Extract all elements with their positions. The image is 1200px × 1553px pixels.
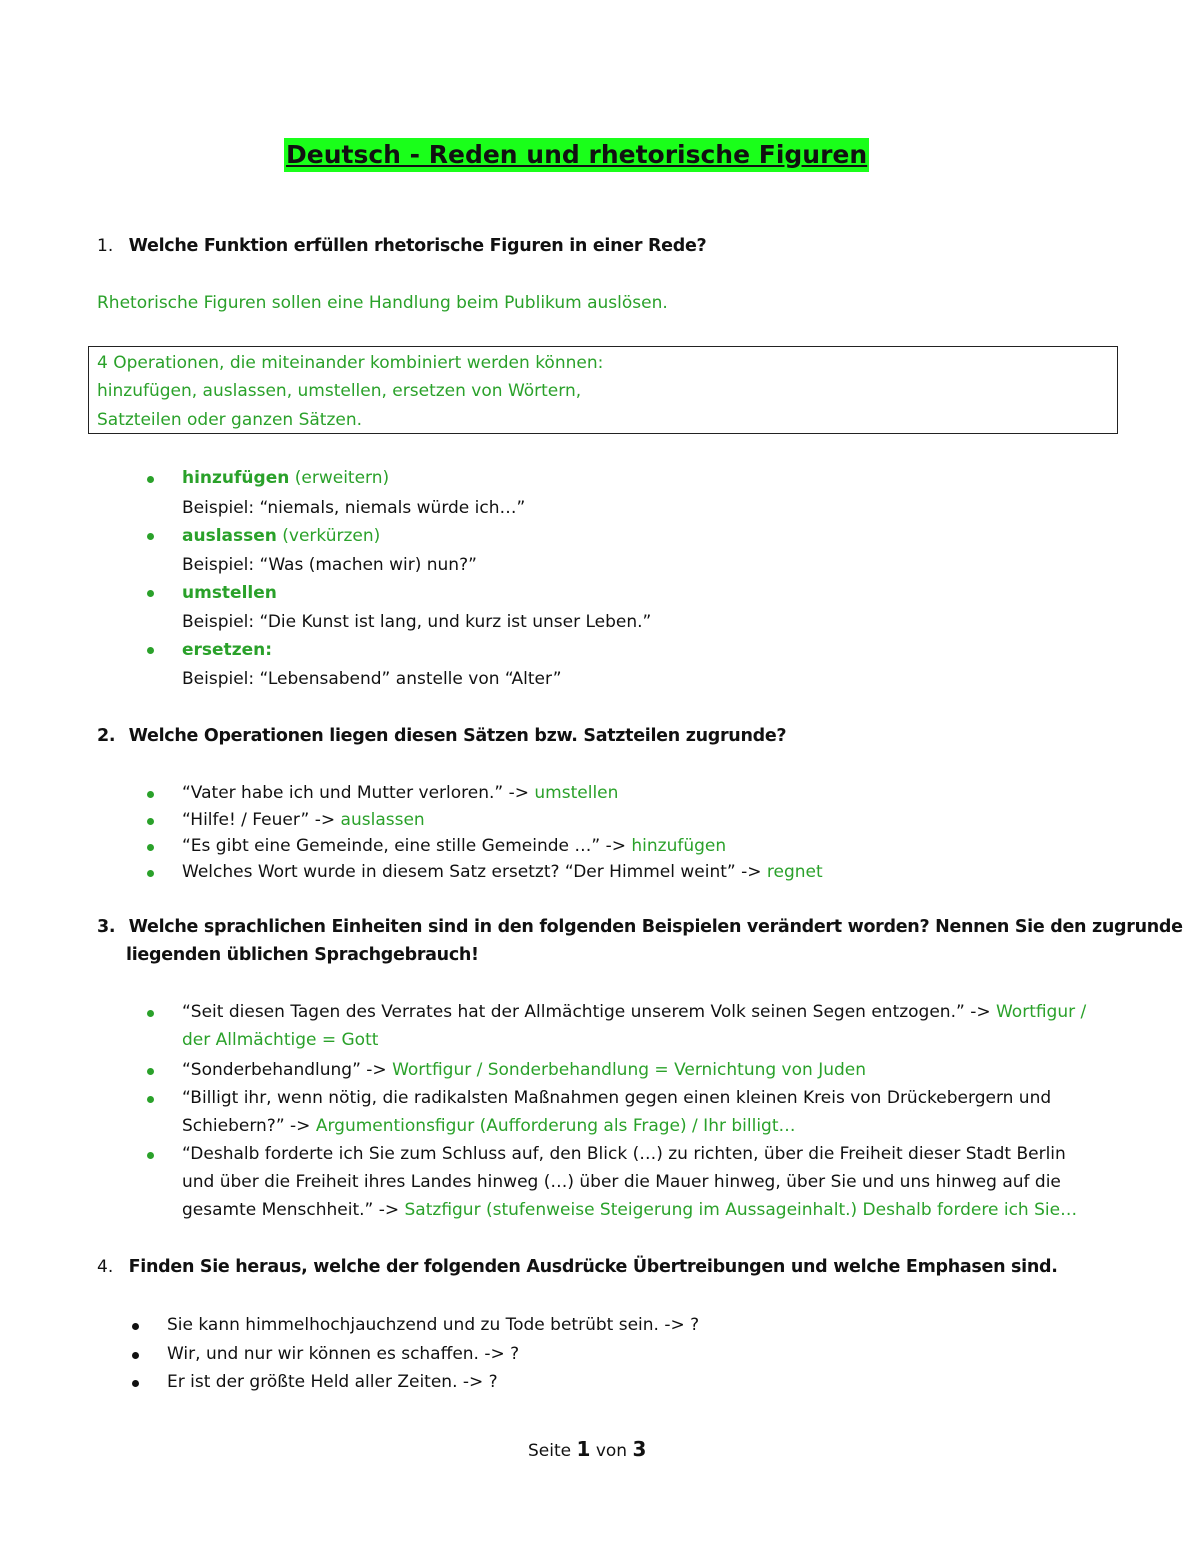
item-text: “Es gibt eine Gemeinde, eine stille Gemeinde …” -> — [182, 836, 632, 856]
bullet-icon — [147, 1010, 154, 1017]
item-answer: Satzfigur (stufenweise Steigerung im Aussageinhalt.) Deshalb fordere ich Sie… — [404, 1200, 1078, 1220]
page-title: Deutsch - Reden und rhetorische Figuren — [284, 138, 869, 172]
list-item — [182, 468, 389, 488]
answer-text: Rhetorische Figuren sollen eine Handlung beim Publikum auslösen. — [97, 293, 668, 313]
question-number: 4. — [97, 1257, 114, 1277]
bullet-icon — [147, 647, 154, 654]
bullet-icon — [147, 870, 154, 877]
list-item: Er ist der größte Held aller Zeiten. -> ? — [167, 1372, 498, 1392]
bullet-icon — [147, 590, 154, 597]
box-line: hinzufügen, auslassen, umstellen, ersetzen von Wörtern, — [97, 381, 582, 401]
question-3 — [97, 917, 1183, 937]
operation-term: ersetzen: — [182, 640, 273, 660]
operation-term: umstellen — [182, 583, 277, 603]
item-answer: Argumentionsfigur (Aufforderung als Frage) / Ihr billigt… — [315, 1116, 796, 1136]
operation-example: Beispiel: “Lebensabend” anstelle von “Alter” — [182, 669, 562, 689]
bullet-icon — [132, 1323, 139, 1330]
operation-example: Beispiel: “Die Kunst ist lang, und kurz ist unser Leben.” — [182, 612, 652, 632]
list-item — [182, 836, 726, 856]
bullet-icon — [147, 818, 154, 825]
operations-box — [88, 346, 1118, 434]
footer-page-number: 1 — [576, 1437, 591, 1461]
question-number: 1. — [97, 236, 114, 256]
question-text: liegenden üblichen Sprachgebrauch! — [126, 945, 479, 965]
list-item — [182, 583, 277, 603]
operation-note: (verkürzen) — [276, 526, 381, 546]
item-text: gesamte Menschheit.” -> — [182, 1200, 405, 1220]
page-footer — [528, 1437, 646, 1461]
question-text: Welche Funktion erfüllen rhetorische Figuren in einer Rede? — [128, 236, 707, 256]
item-answer: hinzufügen — [631, 836, 727, 856]
bullet-icon — [147, 533, 154, 540]
list-item — [182, 526, 380, 546]
operation-note: (erweitern) — [289, 468, 390, 488]
question-text: Welche Operationen liegen diesen Sätzen bzw. Satzteilen zugrunde? — [128, 726, 787, 746]
question-number: 2. — [97, 726, 116, 746]
item-text: “Sonderbehandlung” -> — [182, 1060, 393, 1080]
operation-example: Beispiel: “Was (machen wir) nun?” — [182, 555, 477, 575]
list-item — [182, 1060, 866, 1080]
footer-middle: von — [590, 1441, 633, 1461]
list-item — [182, 862, 823, 882]
bullet-icon — [147, 1068, 154, 1075]
bullet-icon — [147, 1152, 154, 1159]
bullet-icon — [147, 1096, 154, 1103]
item-text: “Billigt ihr, wenn nötig, die radikalsten Maßnahmen gegen einen kleinen Kreis von Drückebergern und — [182, 1088, 1052, 1108]
question-4 — [97, 1257, 1058, 1277]
box-line: Satzteilen oder ganzen Sätzen. — [97, 410, 363, 430]
footer-page-total: 3 — [632, 1437, 647, 1461]
bullet-icon — [147, 844, 154, 851]
item-text: “Vater habe ich und Mutter verloren.” -> — [182, 783, 535, 803]
list-item: Sie kann himmelhochjauchzend und zu Tode betrübt sein. -> ? — [167, 1315, 700, 1335]
question-2 — [97, 726, 786, 746]
item-text: Schiebern?” -> — [182, 1116, 316, 1136]
item-text: “Hilfe! / Feuer” -> — [182, 810, 341, 830]
bullet-icon — [147, 476, 154, 483]
question-text: Welche sprachlichen Einheiten sind in den folgenden Beispielen verändert worden? Nennen Sie den zugrunde — [128, 917, 1183, 937]
operation-example: Beispiel: “niemals, niemals würde ich…” — [182, 498, 526, 518]
item-text: und über die Freiheit ihres Landes hinweg (…) über die Mauer hinweg, über Sie und uns hinweg auf die — [182, 1172, 1061, 1192]
list-item — [182, 1200, 1077, 1220]
item-answer: Wortfigur / — [995, 1002, 1087, 1022]
question-text: Finden Sie heraus, welche der folgenden Ausdrücke Übertreibungen und welche Emphasen sind. — [128, 1257, 1058, 1277]
operation-term: auslassen — [182, 526, 277, 546]
item-text: Welches Wort wurde in diesem Satz ersetzt? “Der Himmel weint” -> — [182, 862, 767, 882]
list-item: Wir, und nur wir können es schaffen. -> ? — [167, 1344, 520, 1364]
operation-term: hinzufügen — [182, 468, 290, 488]
list-item — [182, 810, 425, 830]
item-answer: regnet — [766, 862, 823, 882]
question-1 — [97, 236, 706, 256]
list-item — [182, 1002, 1086, 1022]
item-answer: auslassen — [340, 810, 425, 830]
list-item — [182, 783, 618, 803]
item-answer: umstellen — [534, 783, 619, 803]
question-number: 3. — [97, 917, 116, 937]
list-item — [182, 640, 272, 660]
item-text: “Deshalb forderte ich Sie zum Schluss auf, den Blick (…) zu richten, über die Freiheit dieser Stadt Berlin — [182, 1144, 1066, 1164]
list-item — [182, 1116, 796, 1136]
item-answer: Wortfigur / Sonderbehandlung = Vernichtung von Juden — [392, 1060, 867, 1080]
bullet-icon — [147, 791, 154, 798]
footer-prefix: Seite — [528, 1441, 577, 1461]
item-text: “Seit diesen Tagen des Verrates hat der Allmächtige unserem Volk seinen Segen entzogen.” -> — [182, 1002, 996, 1022]
box-line: 4 Operationen, die miteinander kombiniert werden können: — [97, 353, 604, 373]
item-answer: der Allmächtige = Gott — [182, 1030, 379, 1050]
bullet-icon — [132, 1380, 139, 1387]
bullet-icon — [132, 1352, 139, 1359]
